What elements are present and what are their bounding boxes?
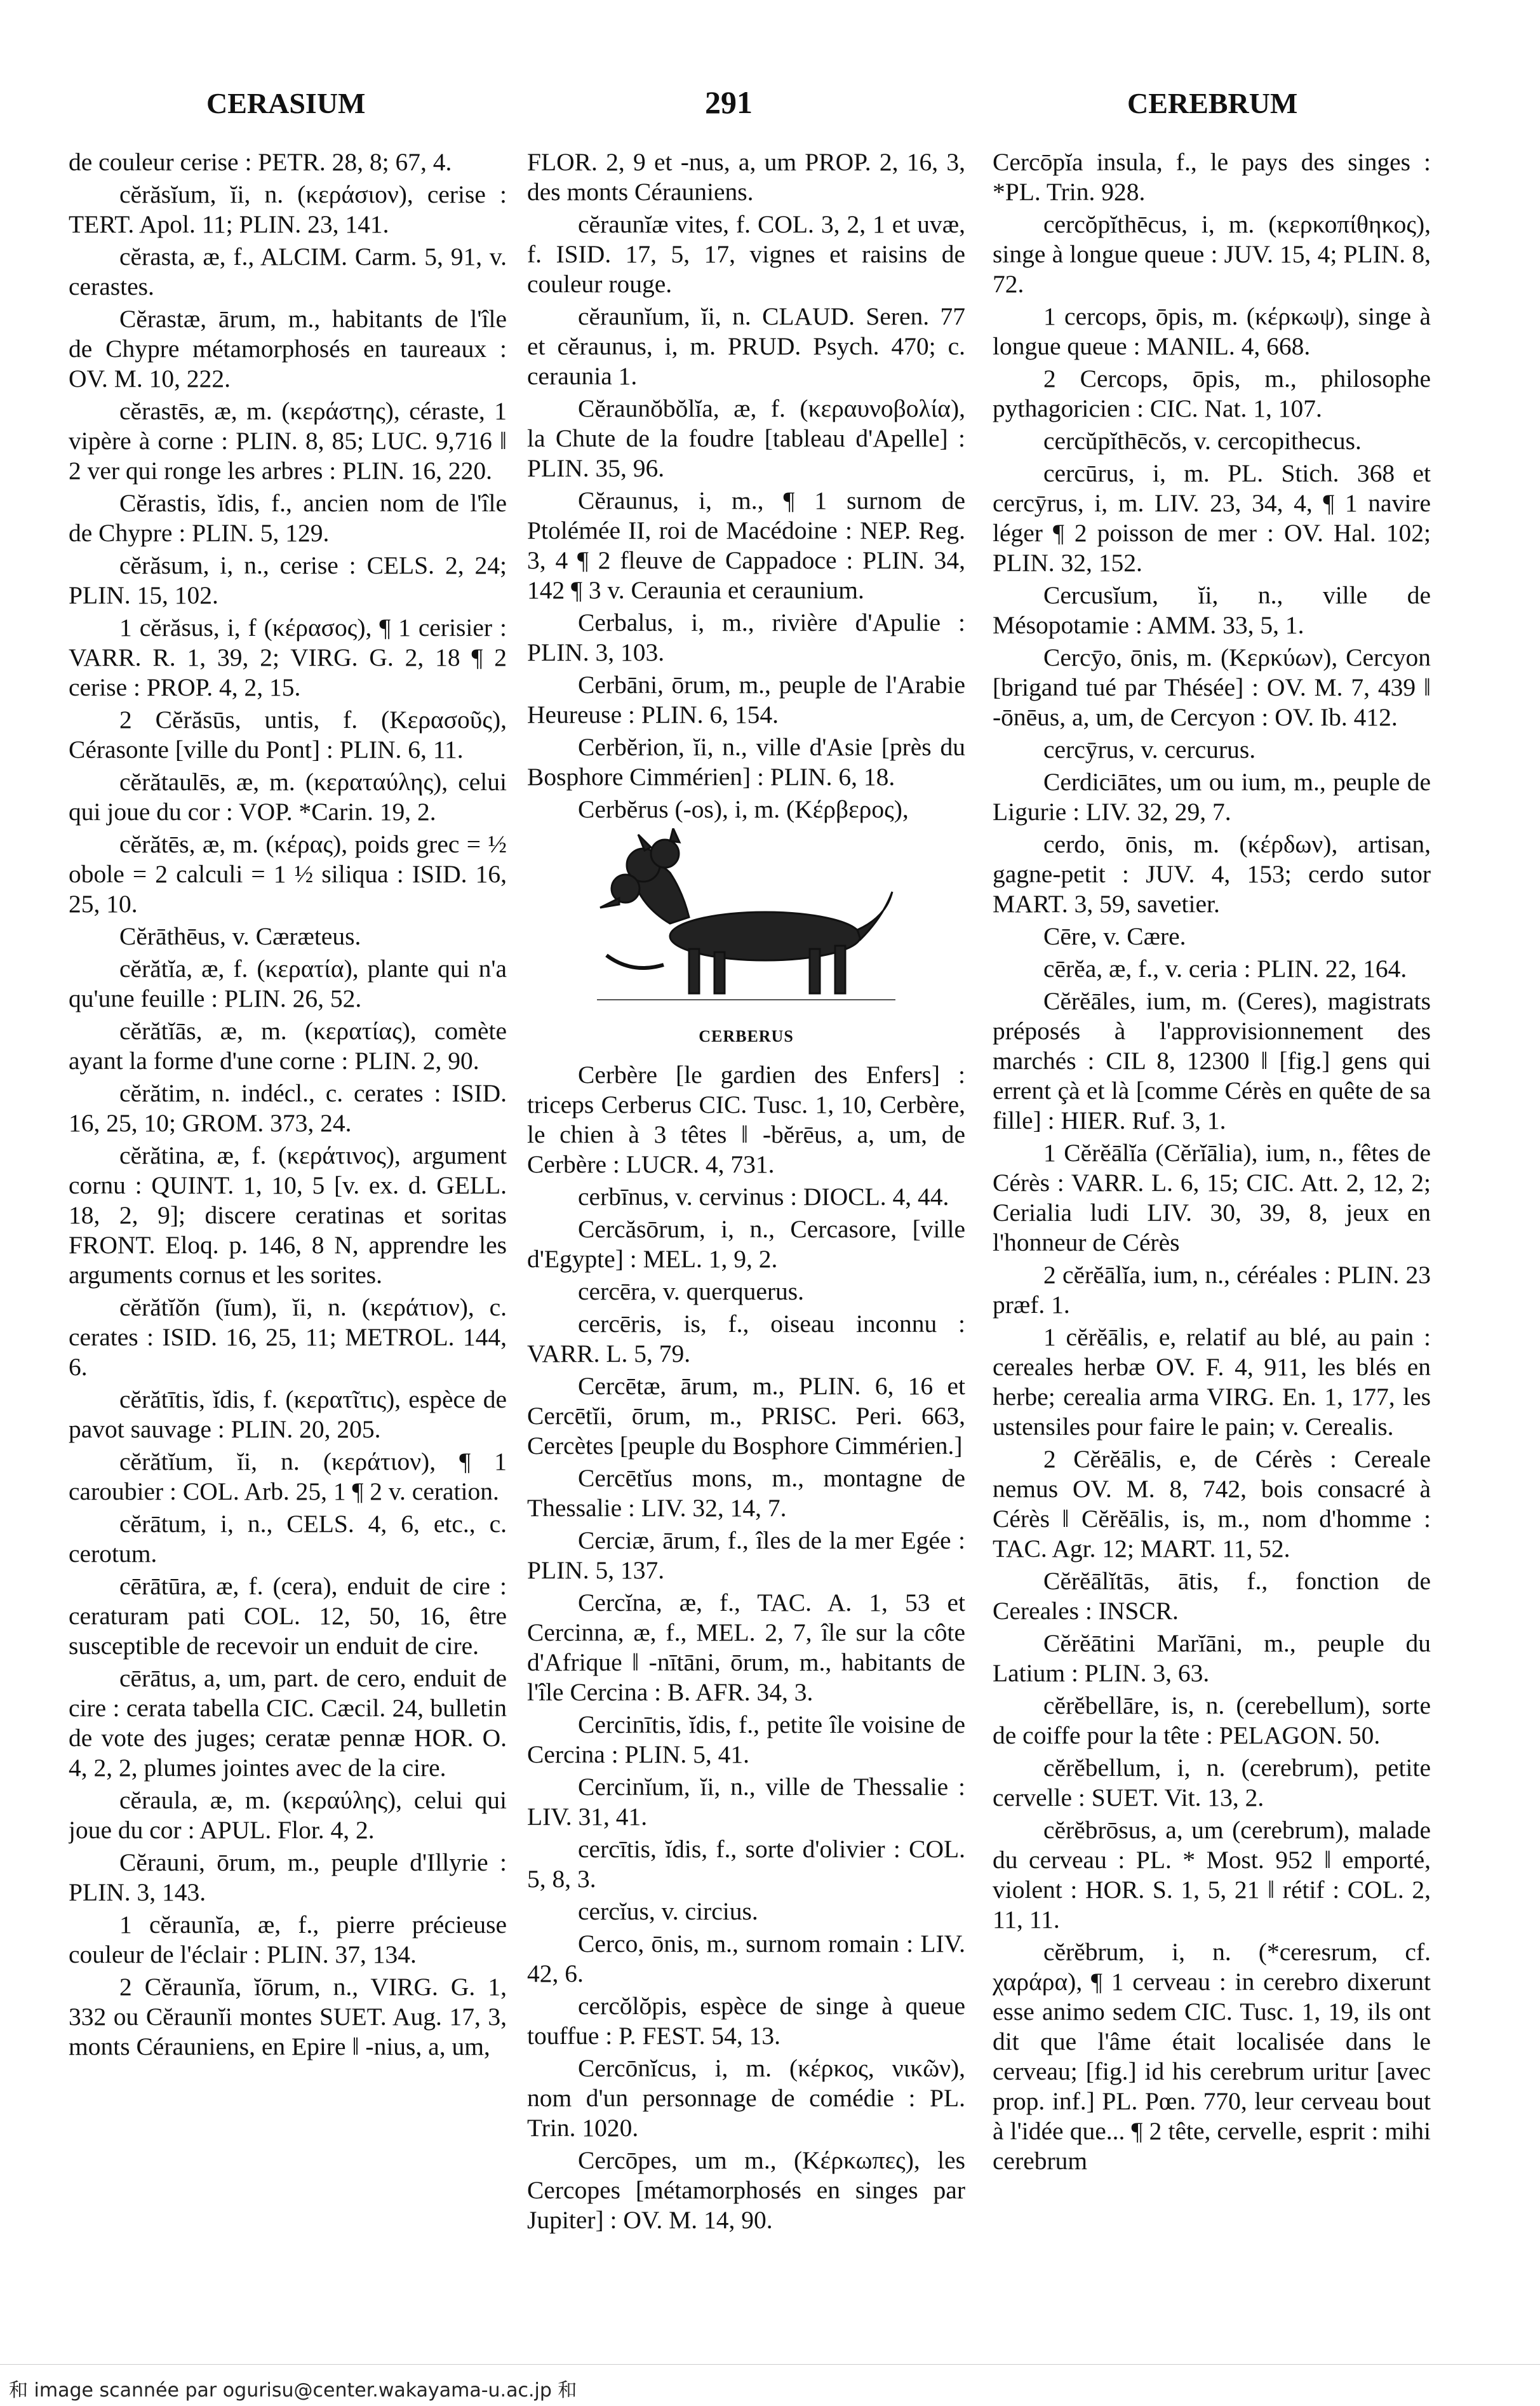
- dictionary-entry: Cercinĭum, ĭi, n., ville de Thessalie : LIV. 31, 41.: [527, 1773, 965, 1831]
- dictionary-entry: FLOR. 2, 9 et -nus, a, um PROP. 2, 16, 3, des monts Cérauniens.: [527, 148, 965, 206]
- column-2: [527, 147, 965, 2307]
- dictionary-entry: Cerco, ōnis, m., surnom romain : LIV. 42, 6.: [527, 1930, 965, 1987]
- dictionary-entry: cĕrătēs, æ, m. (κέρας), poids grec = ½ obole = 2 calculi = 1 ½ siliqua : ISID. 16, 25, 10.: [69, 830, 507, 918]
- dictionary-entry: Cerciæ, ārum, f., îles de la mer Egée : PLIN. 5, 137.: [527, 1526, 965, 1584]
- dictionary-entry: Cerbalus, i, m., rivière d'Apulie : PLIN. 3, 103.: [527, 608, 965, 666]
- dictionary-entry: Cĕrĕātini Marĭāni, m., peuple du Latium : PLIN. 3, 63.: [993, 1629, 1431, 1687]
- dictionary-entry: cĕrĕbrum, i, n. (*ceresrum, cf. χαράρα), ¶ 1 cerveau : in cerebro dixerunt esse animo sedem CIC. Tusc. 1, 19, ils ont dit que l'âme était localisée dans le cerveau; [fig.] id his cerebrum uritur [avec prop. inf.] PL. Pœn. 770, leur cerveau bout à l'idée que... ¶ 2 tête, cervelle, esprit : mihi cerebrum: [993, 1938, 1431, 2175]
- footer-rule: [0, 2364, 1540, 2365]
- header-right-guideword: CEREBRUM: [1127, 87, 1298, 119]
- dictionary-entry: Cercĭna, æ, f., TAC. A. 1, 53 et Cercinna, æ, f., MEL. 2, 7, île sur la côte d'Afrique ‖ -nītāni, ōrum, m., habitants de l'île Cercina : B. AFR. 34, 3.: [527, 1589, 965, 1706]
- dictionary-entry: cĕrătĭŏn (ĭum), ĭi, n. (κεράτιον), c. cerates : ISID. 16, 25, 11; METROL. 144, 6.: [69, 1293, 507, 1381]
- page-number: 291: [705, 84, 753, 120]
- dictionary-entry: cercēris, is, f., oiseau inconnu : VARR. L. 5, 79.: [527, 1310, 965, 1368]
- dictionary-entry: Cerbère [le gardien des Enfers] : triceps Cerberus CIC. Tusc. 1, 10, Cerbère, le chien à 3 têtes ‖ -bĕrēus, a, um, de Cerbère : LUCR. 4, 731.: [527, 1061, 965, 1178]
- dictionary-entry: Cercinītis, ĭdis, f., petite île voisine de Cercina : PLIN. 5, 41.: [527, 1710, 965, 1768]
- dictionary-entry: 2 Cercops, ōpis, m., philosophe pythagoricien : CIC. Nat. 1, 107.: [993, 365, 1431, 422]
- dictionary-entry: cĕrasta, æ, f., ALCIM. Carm. 5, 91, v. cerastes.: [69, 243, 507, 300]
- dictionary-entry: 2 Cĕrĕālis, e, de Cérès : Cereale nemus OV. M. 8, 742, bois consacré à Cérès ‖ Cĕrĕālis, is, m., nom d'homme : TAC. Agr. 12; MART. 11, 52.: [993, 1445, 1431, 1563]
- dictionary-entry: Cerbāni, ōrum, m., peuple de l'Arabie Heureuse : PLIN. 6, 154.: [527, 671, 965, 729]
- dictionary-entry: 1 cercops, ōpis, m. (κέρκωψ), singe à longue queue : MANIL. 4, 668.: [993, 302, 1431, 360]
- cerberus-figure: [527, 828, 965, 1051]
- dictionary-entry: cercŏlŏpis, espèce de singe à queue touffue : P. FEST. 54, 13.: [527, 1992, 965, 2050]
- dictionary-entry: Cĕrāthēus, v. Cæræteus.: [119, 922, 361, 950]
- dictionary-entry: cĕraula, æ, m. (κεραύλης), celui qui joue du cor : APUL. Flor. 4, 2.: [69, 1786, 507, 1844]
- dictionary-entry: Cercăsōrum, i, n., Cercasore, [ville d'Egypte] : MEL. 1, 9, 2.: [527, 1215, 965, 1273]
- figure-caption: CERBERUS: [699, 1027, 794, 1045]
- dictionary-entry: cercītis, ĭdis, f., sorte d'olivier : COL. 5, 8, 3.: [527, 1835, 965, 1893]
- dictionary-entry: Cĕrĕālĭtās, ātis, f., fonction de Cereales : INSCR.: [993, 1567, 1431, 1625]
- scan-credit: 和 image scannée par ogurisu@center.wakayama-u.ac.jp 和: [9, 2379, 577, 2402]
- dictionary-entry: cĕrătaulēs, æ, m. (κεραταύλης), celui qui joue du cor : VOP. *Carin. 19, 2.: [69, 768, 507, 826]
- dictionary-entry: 2 cĕrĕālĭa, ium, n., céréales : PLIN. 23 præf. 1.: [993, 1261, 1431, 1319]
- dictionary-entry: Cercōnĭcus, i, m. (κέρκος, νικῶν), nom d'un personnage de comédie : PL. Trin. 1020.: [527, 2054, 965, 2142]
- dictionary-entry: cerdo, ōnis, m. (κέρδων), artisan, gagne-petit : JUV. 4, 153; cerdo sutor MART. 3, 59, savetier.: [993, 830, 1431, 918]
- dictionary-entry: cērĕa, æ, f., v. ceria : PLIN. 22, 164.: [1043, 955, 1407, 983]
- cerberus-engraving-icon: [594, 828, 899, 1019]
- dictionary-entry: Cĕraunŏbŏlĭa, æ, f. (κεραυνοβολία), la Chute de la foudre [tableau d'Apelle] : PLIN. 35, 96.: [527, 394, 965, 482]
- dictionary-entry: 1 Cĕrĕālĭa (Cĕrĭālia), ium, n., fêtes de Cérès : VARR. L. 6, 15; CIC. Att. 2, 12, 2; Cerialia ludi LIV. 30, 39, 8, jeux en l'honneur de Cérès: [993, 1139, 1431, 1256]
- dictionary-entry: Cercusĭum, ĭi, n., ville de Mésopotamie : AMM. 33, 5, 1.: [993, 581, 1431, 639]
- dictionary-entry: cĕrātum, i, n., CELS. 4, 6, etc., c. cerotum.: [69, 1510, 507, 1568]
- dictionary-entry: cĕrastēs, æ, m. (κεράστης), céraste, 1 vipère à corne : PLIN. 8, 85; LUC. 9,716 ‖ 2 ver qui ronge les arbres : PLIN. 16, 220.: [69, 397, 507, 485]
- dictionary-entry: cĕrĕbellum, i, n. (cerebrum), petite cervelle : SUET. Vit. 13, 2.: [993, 1754, 1431, 1811]
- column-3: [993, 147, 1431, 2307]
- dictionary-entry: cĕrătim, n. indécl., c. cerates : ISID. 16, 25, 10; GROM. 373, 24.: [69, 1079, 507, 1137]
- dictionary-entry: cĕraunĭæ vites, f. COL. 3, 2, 1 et uvæ, f. ISID. 17, 5, 17, vignes et raisins de couleur rouge.: [527, 210, 965, 298]
- dictionary-entry: 1 cĕraunĭa, æ, f., pierre précieuse couleur de l'éclair : PLIN. 37, 134.: [69, 1911, 507, 1968]
- dictionary-entry: cercĭus, v. circius.: [578, 1897, 758, 1925]
- dictionary-entry: Cēre, v. Cære.: [1043, 922, 1186, 950]
- dictionary-entry: Cerbĕrus (-os), i, m. (Κέρβερος),: [578, 795, 909, 823]
- dictionary-entry: cĕrăsĭum, ĭi, n. (κεράσιον), cerise : TERT. Apol. 11; PLIN. 23, 141.: [69, 180, 507, 238]
- scan-footer: [0, 2368, 1540, 2406]
- dictionary-entry: 1 cĕrĕālis, e, relatif au blé, au pain : cereales herbæ OV. F. 4, 911, les blés en herbe; cerealia arma VIRG. En. 1, 177, les ustensiles pour faire le pain; v. Cerealis.: [993, 1323, 1431, 1441]
- dictionary-columns: [69, 147, 1434, 2307]
- dictionary-entry: cĕrăsum, i, n., cerise : CELS. 2, 24; PLIN. 15, 102.: [69, 551, 507, 609]
- dictionary-entry: cerbīnus, v. cervinus : DIOCL. 4, 44.: [578, 1183, 949, 1211]
- dictionary-entry: 2 Cĕraunĭa, ĭōrum, n., VIRG. G. 1, 332 ou Cĕraunĭi montes SUET. Aug. 17, 3, monts Cérauniens, en Epire ‖ -nius, a, um,: [69, 1973, 507, 2060]
- dictionary-entry: Cercētĭus mons, m., montagne de Thessalie : LIV. 32, 14, 7.: [527, 1464, 965, 1522]
- dictionary-entry: 2 Cĕrăsūs, untis, f. (Κερασοῦς), Cérasonte [ville du Pont] : PLIN. 6, 11.: [69, 706, 507, 763]
- dictionary-entry: cercūrus, i, m. PL. Stich. 368 et cercȳrus, i, m. LIV. 23, 34, 4, ¶ 1 navire léger ¶ 2 poisson de mer : OV. Hal. 102; PLIN. 32, 152.: [993, 459, 1431, 577]
- dictionary-entry: Cĕrĕāles, ium, m. (Ceres), magistrats préposés à l'approvisionnement des marchés : CIL 8, 12300 ‖ [fig.] gens qui errent çà et là [comme Cérès en quête de sa fille] : HIER. Ruf. 3, 1.: [993, 987, 1431, 1134]
- dictionary-entry: cĕrătĭa, æ, f. (κερατία), plante qui n'a qu'une feuille : PLIN. 26, 52.: [69, 955, 507, 1012]
- page-header: [70, 75, 1435, 126]
- dictionary-entry: cercēra, v. querquerus.: [578, 1277, 805, 1305]
- dictionary-entry: Cerdiciātes, um ou ium, m., peuple de Ligurie : LIV. 32, 29, 7.: [993, 768, 1431, 826]
- dictionary-entry: Cerbĕrion, ĭi, n., ville d'Asie [près du Bosphore Cimmérien] : PLIN. 6, 18.: [527, 733, 965, 791]
- dictionary-entry: de couleur cerise : PETR. 28, 8; 67, 4.: [69, 148, 452, 176]
- dictionary-entry: Cĕraunus, i, m., ¶ 1 surnom de Ptolémée II, roi de Macédoine : NEP. Reg. 3, 4 ¶ 2 fleuve de Cappadoce : PLIN. 34, 142 ¶ 3 v. Ceraunia et ceraunium.: [527, 487, 965, 604]
- dictionary-entry: cercȳrus, v. cercurus.: [1043, 736, 1256, 763]
- dictionary-entry: Cercētæ, ārum, m., PLIN. 6, 16 et Cercētĭi, ōrum, m., PRISC. Peri. 663, Cercètes [peuple du Bosphore Cimmérien.]: [527, 1372, 965, 1460]
- column-1: [69, 147, 507, 2307]
- dictionary-entry: cĕrătina, æ, f. (κεράτινος), argument cornu : QUINT. 1, 10, 5 [v. ex. d. GELL. 18, 2, 9]; discere ceratinas et soritas FRONT. Eloq. p. 146, 8 N, apprendre les arguments cornus et les sorites.: [69, 1141, 507, 1289]
- dictionary-entry: cērātūra, æ, f. (cera), enduit de cire : ceraturam pati COL. 12, 50, 16, être susceptible de recevoir un enduit de cire.: [69, 1572, 507, 1660]
- dictionary-entry: cercŭpĭthēcŏs, v. cercopithecus.: [1043, 427, 1362, 455]
- dictionary-entry: cērātus, a, um, part. de cero, enduit de cire : cerata tabella CIC. Cæcil. 24, bulletin de vote des juges; ceratæ pennæ HOR. O. 4, 2, 2, plumes jointes avec de la cire.: [69, 1664, 507, 1782]
- dictionary-entry: Cercōpĭa insula, f., le pays des singes : *PL. Trin. 928.: [993, 148, 1431, 206]
- dictionary-entry: Cĕrauni, ōrum, m., peuple d'Illyrie : PLIN. 3, 143.: [69, 1848, 507, 1906]
- dictionary-entry: cĕrătĭum, ĭi, n. (κεράτιον), ¶ 1 caroubier : COL. Arb. 25, 1 ¶ 2 v. ceration.: [69, 1448, 507, 1505]
- dictionary-entry: 1 cĕrăsus, i, f (κέρασος), ¶ 1 cerisier : VARR. R. 1, 39, 2; VIRG. G. 2, 18 ¶ 2 cerise : PROP. 4, 2, 15.: [69, 614, 507, 701]
- dictionary-entry: cercŏpĭthēcus, i, m. (κερκοπίθηκος), singe à longue queue : JUV. 15, 4; PLIN. 8, 72.: [993, 210, 1431, 298]
- dictionary-entry: cĕrătītis, ĭdis, f. (κερατῖτις), espèce de pavot sauvage : PLIN. 20, 205.: [69, 1385, 507, 1443]
- dictionary-entry: Cĕrastis, ĭdis, f., ancien nom de l'île de Chypre : PLIN. 5, 129.: [69, 489, 507, 547]
- dictionary-entry: cĕraunĭum, ĭi, n. CLAUD. Seren. 77 et cĕraunus, i, m. PRUD. Psych. 470; c. ceraunia 1.: [527, 302, 965, 390]
- dictionary-entry: Cercȳo, ōnis, m. (Κερκύων), Cercyon [brigand tué par Thésée] : OV. M. 7, 439 ‖ -ōnēus, a, um, de Cercyon : OV. Ib. 412.: [993, 643, 1431, 731]
- dictionary-entry: Cĕrastæ, ārum, m., habitants de l'île de Chypre métamorphosés en taureaux : OV. M. 10, 222.: [69, 305, 507, 393]
- header-left-guideword: CERASIUM: [206, 87, 366, 119]
- dictionary-entry: cĕrătĭās, æ, m. (κερατίας), comète ayant la forme d'une corne : PLIN. 2, 90.: [69, 1017, 507, 1075]
- dictionary-entry: Cercōpes, um m., (Κέρκωπες), les Cercopes [métamorphosés en singes par Jupiter] : OV. M. 14, 90.: [527, 2146, 965, 2234]
- dictionary-entry: cĕrĕbellāre, is, n. (cerebellum), sorte de coiffe pour la tête : PELAGON. 50.: [993, 1691, 1431, 1749]
- dictionary-entry: cĕrĕbrōsus, a, um (cerebrum), malade du cerveau : PL. * Most. 952 ‖ emporté, violent : HOR. S. 1, 5, 21 ‖ rétif : COL. 2, 11, 11.: [993, 1816, 1431, 1933]
